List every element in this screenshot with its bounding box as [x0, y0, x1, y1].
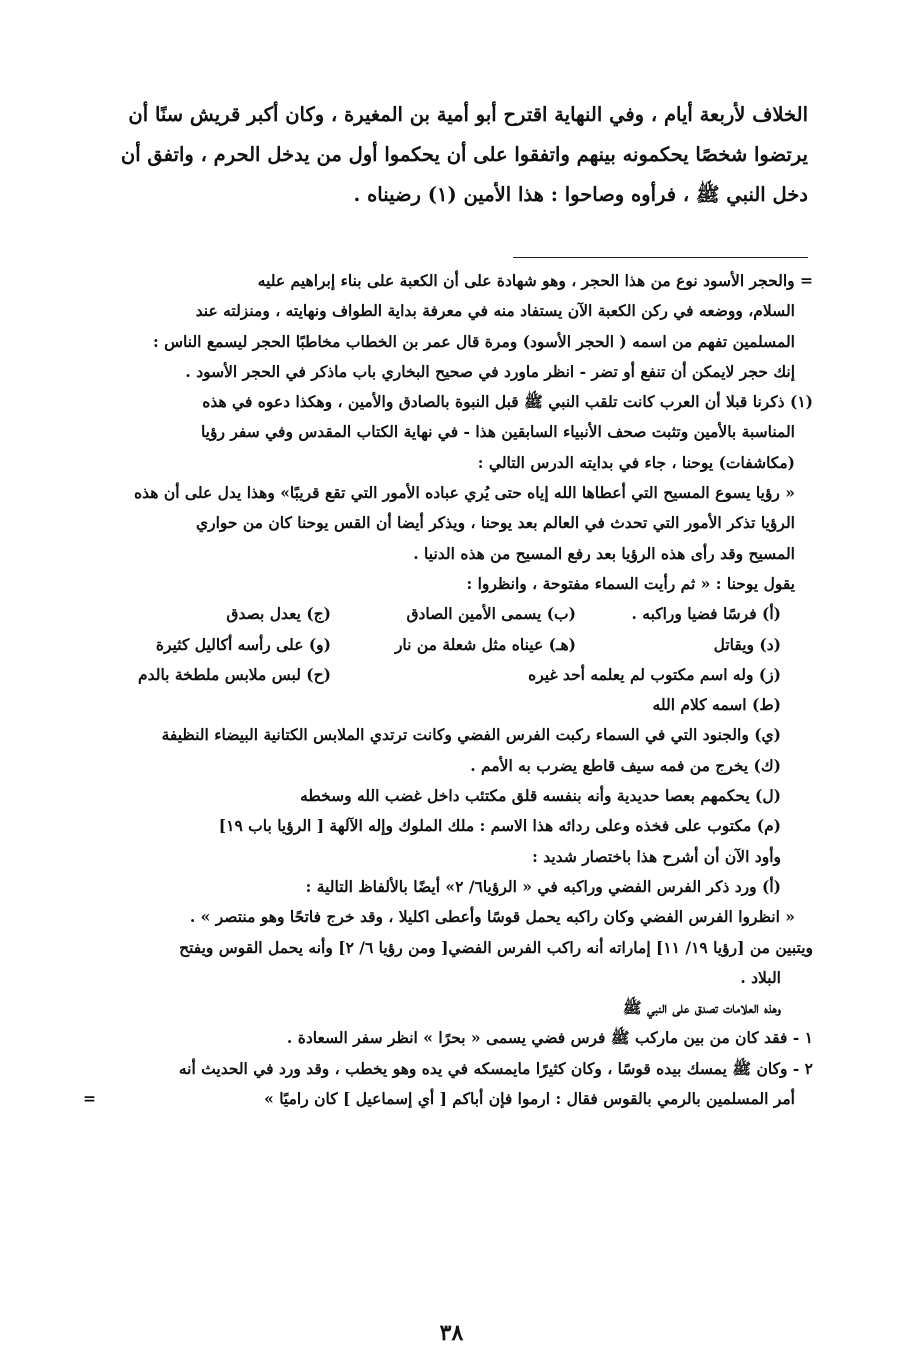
page-number: ٣٨ [439, 1320, 464, 1346]
continuation-mark: = [83, 1089, 96, 1109]
footnote-line: يقول يوحنا : « ثم رأيت السماء مفتوحة ، وانظروا : [466, 573, 795, 593]
footnote-line: (ط) اسمه كلام الله [652, 695, 781, 715]
vision-item: (هـ) عيناه مثل شعلة من نار [394, 634, 576, 654]
vision-item: (د) ويقاتل [713, 634, 781, 654]
footnote-line: (أ) ورد ذكر الفرس الفضي وراكبه في « الرؤيا٦/ ٢» أيضًا بالألفاظ التالية : [305, 876, 781, 896]
vision-list-row [43, 630, 813, 660]
main-line: الخلاف لأربعة أيام ، وفي النهاية اقترح أبو أمية بن المغيرة ، وكان أكبر قريش سنًا أن [128, 103, 808, 126]
footnote-line: (ي) والجنود التي في السماء ركبت الفرس الفضي وكانت ترتدي الملابس الكتانية البيضاء النظيفة [161, 725, 781, 745]
footnote-line: السلام، ووضعه في ركن الكعبة الآن يستفاد منه في معرفة بداية الطواف ونهايته ، ومنزلته عند [195, 301, 795, 321]
footnote-line: ١ - فقد كان من بين ماركب ﷺ فرس فضي يسمى « بحرًا » انظر سفر السعادة . [286, 1028, 813, 1048]
vision-item: (ز) وله اسم مكتوب لم يعلمه أحد غيره [528, 664, 781, 684]
footnote-line: المناسبة بالأمين وتثبت صحف الأنبياء السابقين هذا - في نهاية الكتاب المقدس وفي سفر رؤيا [200, 422, 795, 442]
footnote-line: (م) مكتوب على فخذه وعلى ردائه هذا الاسم : ملك الملوك وإله الآلهة [ الرؤيا باب ١٩] [218, 816, 781, 836]
footnotes [43, 266, 813, 1114]
footnote-text: أمر المسلمين بالرمي بالقوس فقال : ارموا فإن أباكم [ أي إسماعيل ] كان راميًا » [264, 1089, 795, 1109]
footnote-line [43, 1084, 813, 1114]
main-line: دخل النبي ﷺ ، فرأوه وصاحوا : هذا الأمين (١) رضيناه . [353, 183, 808, 206]
footnote-line: ٢ - وكان ﷺ يمسك بيده قوسًا ، وكان كثيرًا مايمسكه في يده وهو يخطب ، وقد ورد في الحديث أنه [178, 1058, 813, 1078]
vision-item: (أ) فرسًا فضيا وراكبه . [631, 604, 781, 624]
footnote-line: (ل) يحكمهم بعصا حديدية وأنه بنفسه قلق مكتئب داخل غضب الله وسخطه [300, 786, 781, 806]
vision-item: (و) على رأسه أكاليل كثيرة [155, 634, 331, 654]
footnote-line: المسلمين تفهم من اسمه ( الحجر الأسود) ومرة قال عمر بن الخطاب مخاطبًا الحجر ليسمع الناس : [153, 331, 795, 351]
main-text [68, 95, 808, 215]
footnote-line: (مكاشفات) يوحنا ، جاء في بدايته الدرس التالي : [477, 452, 795, 472]
vision-list-row [43, 599, 813, 629]
footnote-line: وهذه العلامات تصدق على النبي ﷺ [622, 998, 781, 1018]
footnote-line: ويتبين من [رؤيا ١٩/ ١١] إماراته أنه راكب الفرس الفضي[ ومن رؤيا ٦/ ٢] وأنه يحمل القوس ويفتح [179, 937, 813, 957]
footnote-line: (١) ذكرنا قبلا أن العرب كانت تلقب النبي ﷺ قبل النبوة بالصادق والأمين ، وهكذا دعوه في هذه [202, 392, 813, 412]
footnote-line: (ك) يخرج من فمه سيف قاطع يضرب به الأمم . [470, 755, 781, 775]
footnote-line: إنك حجر لايمكن أن تنفع أو تضر - انظر ماورد في صحيح البخاري باب ماذكر في الحجر الأسود . [185, 361, 795, 381]
vision-list-row [43, 660, 813, 690]
footnote-line: « انظروا الفرس الفضي وكان راكبه يحمل قوسًا وأعطى اكليلا ، وقد خرج فاتحًا وهو منتصر » . [189, 907, 795, 927]
vision-item: (ج) يعدل بصدق [226, 604, 331, 624]
footnote-line: = والحجر الأسود نوع من هذا الحجر ، وهو شهادة على أن الكعبة على بناء إبراهيم عليه [257, 271, 813, 290]
main-line: يرتضوا شخصًا يحكمونه بينهم واتفقوا على أن يحكموا أول من يدخل الحرم ، واتفق أن [120, 143, 808, 166]
footnote-line: وأود الآن أن أشرح هذا باختصار شديد : [532, 846, 781, 866]
footnote-line: الرؤيا تذكر الأمور التي تحدث في العالم بعد يوحنا ، ويذكر أيضا أن القس يوحنا كان من حواري [195, 513, 795, 533]
vision-item: (ح) لبس ملابس ملطخة بالدم [137, 664, 331, 684]
footnote-line: المسيح وقد رأى هذه الرؤيا بعد رفع المسيح من هذه الدنيا . [413, 543, 795, 563]
vision-item: (ب) يسمى الأمين الصادق [406, 604, 576, 624]
footnote-line: « رؤيا يسوع المسيح التي أعطاها الله إياه حتى يُري عباده الأمور التي تقع قريبًا» وهذا يدل على أن هذه [134, 483, 795, 503]
footnote-separator [513, 257, 808, 258]
footnote-line: البلاد . [740, 967, 781, 987]
